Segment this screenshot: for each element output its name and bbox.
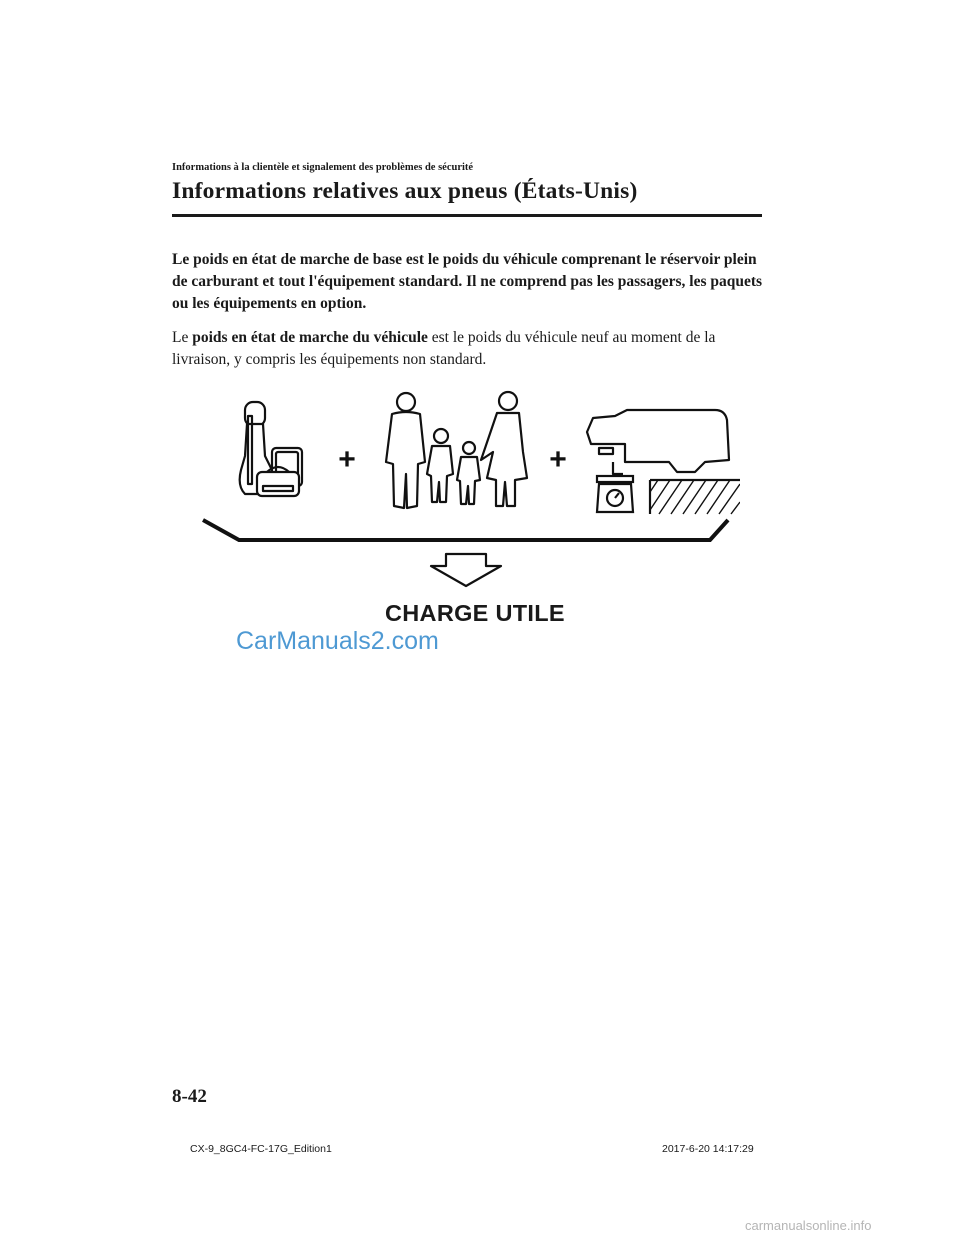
title-rule [172,214,762,217]
para2-rest: est le poids du véhicule neuf au moment de la livraison, y compris les équipements non standard. [172,329,716,368]
plus-sign: + [338,443,356,476]
page-title: Informations relatives aux pneus (États-Unis) [172,178,638,204]
scale-icon [597,476,633,512]
trailer-icon [587,410,729,474]
down-arrow-icon [431,554,501,586]
paragraph-basic-curb-weight: Le poids en état de marche de base est le poids du véhicule comprenant le réservoir plein de carburant et tout l'équipement standard. Il ne comprend pas les passagers, les paquets ou les équipements en option. [172,251,763,312]
payload-illustration [195,390,740,595]
section-label: Informations à la clientèle et signalement des problèmes de sécurité [172,162,474,173]
page-number: 8-42 [172,1086,207,1107]
paragraph-curb-weight [172,327,772,371]
passengers-icon [386,392,527,508]
sum-brace [203,520,728,540]
ground-hatch [650,480,740,514]
plus-sign: + [549,443,567,476]
print-timestamp: 2017-6-20 14:17:29 [662,1143,754,1155]
payload-caption: CHARGE UTILE [385,600,565,626]
para2-bold-term: poids en état de marche du véhicule [192,329,428,346]
para2-prefix: Le [172,329,193,346]
site-watermark: carmanualsonline.info [745,1218,872,1233]
luggage-icon [240,402,302,496]
document-code: CX-9_8GC4-FC-17G_Edition1 [190,1143,332,1155]
watermark-text: CarManuals2.com [236,627,439,655]
